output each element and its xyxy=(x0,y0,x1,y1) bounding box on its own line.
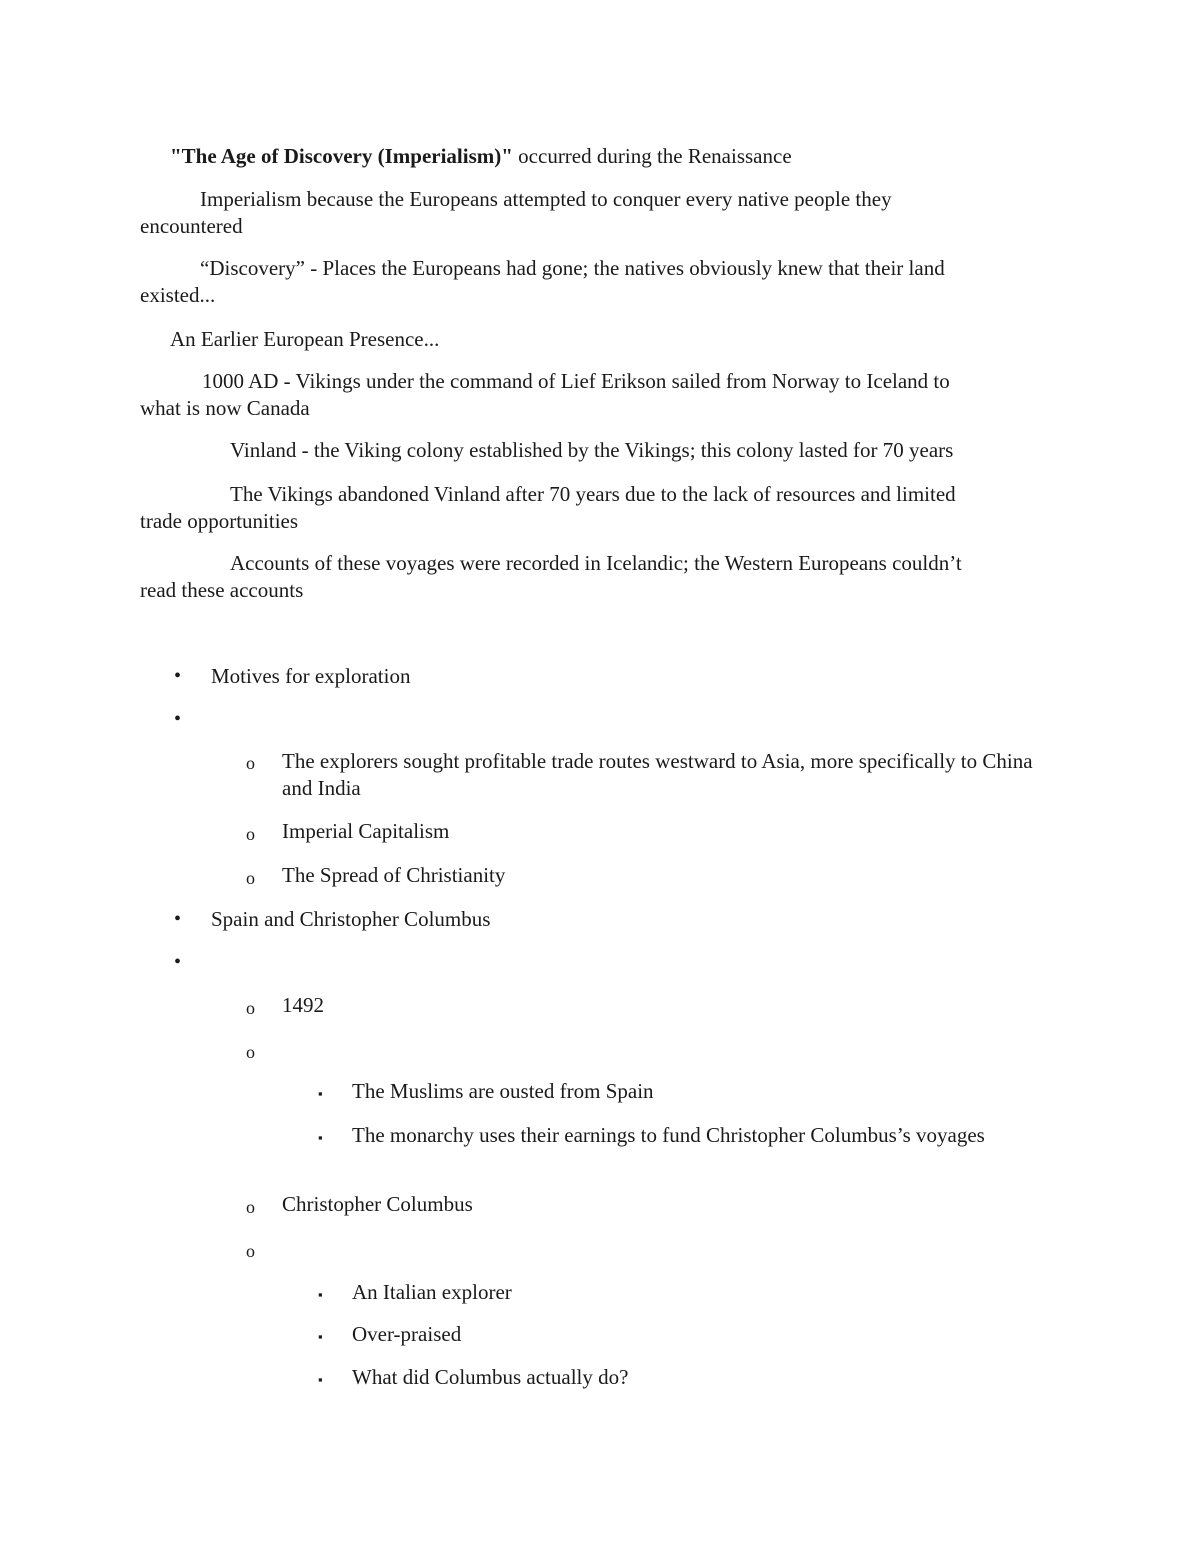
paragraph-imperialism-wrap: encountered xyxy=(140,214,243,238)
bullet-circle: o xyxy=(246,1197,255,1217)
bullet-circle: o xyxy=(246,753,255,773)
title-rest: occurred during the Renaissance xyxy=(512,144,792,168)
list-item-over-praised: Over-praised xyxy=(352,1322,462,1346)
list-item-monarchy-funds: The monarchy uses their earnings to fund Christopher Columbus’s voyages xyxy=(352,1123,985,1147)
bullet-disc: • xyxy=(174,665,182,687)
section-heading-earlier-presence: An Earlier European Presence... xyxy=(170,327,440,351)
paragraph-imperialism: Imperialism because the Europeans attempted to conquer every native people they xyxy=(200,187,892,211)
list-item-muslims-ousted: The Muslims are ousted from Spain xyxy=(352,1079,654,1103)
list-item-what-did-columbus-do: What did Columbus actually do? xyxy=(352,1365,629,1389)
paragraph-accounts: Accounts of these voyages were recorded in Icelandic; the Western Europeans couldn’t xyxy=(230,551,962,575)
paragraph-abandoned: The Vikings abandoned Vinland after 70 years due to the lack of resources and limited xyxy=(230,482,956,506)
paragraph-vikings-wrap: what is now Canada xyxy=(140,396,310,420)
bullet-square: ▪ xyxy=(318,1130,323,1145)
paragraph-discovery: “Discovery” - Places the Europeans had gone; the natives obviously knew that their land xyxy=(200,256,945,280)
bullet-square: ▪ xyxy=(318,1329,323,1344)
list-item-1492: 1492 xyxy=(282,993,324,1017)
paragraph-accounts-wrap: read these accounts xyxy=(140,578,304,602)
bullet-disc: • xyxy=(174,951,182,973)
paragraph-vinland: Vinland - the Viking colony established by the Vikings; this colony lasted for 70 years xyxy=(230,438,954,462)
bullet-square: ▪ xyxy=(318,1372,323,1387)
paragraph-abandoned-wrap: trade opportunities xyxy=(140,509,299,533)
list-item-italian-explorer: An Italian explorer xyxy=(352,1280,512,1304)
title-bold: "The Age of Discovery (Imperialism)" xyxy=(170,144,513,168)
document-title xyxy=(170,143,1085,170)
list-item-motives: Motives for exploration xyxy=(211,664,411,688)
bullet-circle: o xyxy=(246,1241,255,1261)
bullet-circle: o xyxy=(246,1042,255,1062)
list-item-imperial-capitalism: Imperial Capitalism xyxy=(282,819,450,843)
list-item-christopher-columbus: Christopher Columbus xyxy=(282,1192,473,1216)
bullet-disc: • xyxy=(174,708,182,730)
bullet-square: ▪ xyxy=(318,1287,323,1302)
list-item-spain-columbus: Spain and Christopher Columbus xyxy=(211,907,491,931)
bullet-circle: o xyxy=(246,824,255,844)
bullet-disc: • xyxy=(174,908,182,930)
bullet-circle: o xyxy=(246,868,255,888)
paragraph-discovery-wrap: existed... xyxy=(140,283,216,307)
paragraph-vikings: 1000 AD - Vikings under the command of Lief Erikson sailed from Norway to Iceland to xyxy=(202,369,950,393)
bullet-square: ▪ xyxy=(318,1086,323,1101)
list-item-christianity: The Spread of Christianity xyxy=(282,863,506,887)
bullet-circle: o xyxy=(246,998,255,1018)
list-item-trade-routes: The explorers sought profitable trade routes westward to Asia, more specifically to China and India xyxy=(282,749,1033,800)
